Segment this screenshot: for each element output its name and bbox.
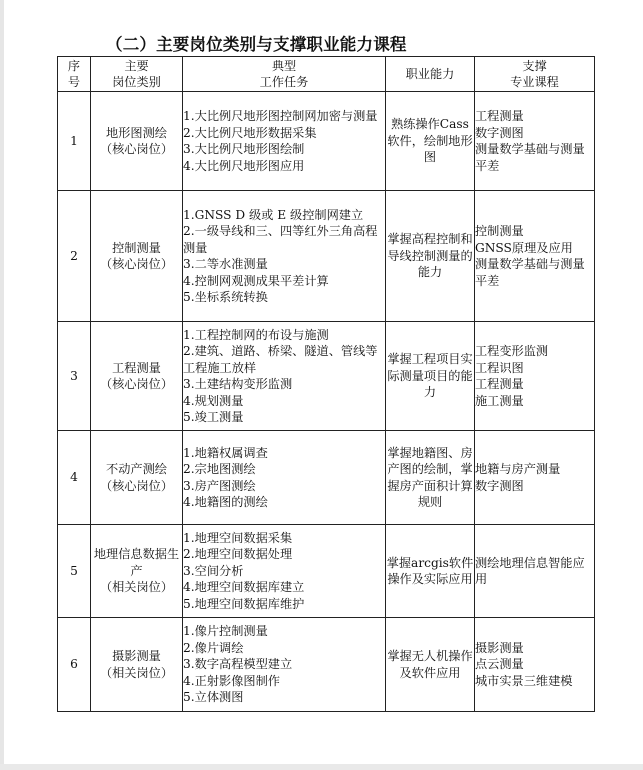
header-job-category: 主要 岗位类别	[91, 57, 183, 92]
header-vocational-ability: 职业能力	[386, 57, 475, 92]
header-supporting-courses: 支撑 专业课程	[475, 57, 595, 92]
row-vocational-ability: 熟练操作Cass软件，绘制地形图	[386, 92, 475, 191]
row-job-category: 地理信息数据生产 （相关岗位）	[91, 525, 183, 618]
row-supporting-courses: 测绘地理信息智能应用	[475, 525, 595, 618]
row-seq: 2	[58, 191, 91, 322]
row-typical-tasks: 1.大比例尺地形图控制网加密与测量 2.大比例尺地形数据采集 3.大比例尺地形图绘制 4.大比例尺地形图应用	[183, 92, 386, 191]
row-vocational-ability: 掌握地籍图、房产图的绘制，掌握房产面积计算规则	[386, 431, 475, 525]
row-seq: 5	[58, 525, 91, 618]
row-typical-tasks: 1.地理空间数据采集 2.地理空间数据处理 3.空间分析 4.地理空间数据库建立 5.地理空间数据库维护	[183, 525, 386, 618]
row-job-category: 工程测量 （核心岗位）	[91, 322, 183, 431]
table-header-row	[58, 57, 595, 92]
page-bottom-edge	[0, 764, 643, 770]
row-seq: 6	[58, 618, 91, 712]
row-vocational-ability: 掌握高程控制和导线控制测量的能力	[386, 191, 475, 322]
row-supporting-courses: 工程测量 数字测图 测量数学基础与测量平差	[475, 92, 595, 191]
row-job-category: 控制测量 （核心岗位）	[91, 191, 183, 322]
row-job-category: 不动产测绘 （核心岗位）	[91, 431, 183, 525]
row-typical-tasks: 1.工程控制网的布设与施测 2.建筑、道路、桥梁、隧道、管线等工程施工放样 3.土建结构变形监测 4.规划测量 5.竣工测量	[183, 322, 386, 431]
page-left-edge	[0, 0, 4, 770]
section-heading: （二）主要岗位类别与支撑职业能力课程	[106, 35, 407, 54]
row-supporting-courses: 工程变形监测 工程识图 工程测量 施工测量	[475, 322, 595, 431]
row-vocational-ability: 掌握无人机操作及软件应用	[386, 618, 475, 712]
table-row	[58, 618, 595, 712]
row-supporting-courses: 控制测量 GNSS原理及应用 测量数学基础与测量平差	[475, 191, 595, 322]
row-job-category: 摄影测量 （相关岗位）	[91, 618, 183, 712]
row-seq: 4	[58, 431, 91, 525]
job-skill-table	[57, 56, 595, 712]
row-typical-tasks: 1.地籍权属调查 2.宗地图测绘 3.房产图测绘 4.地籍图的测绘	[183, 431, 386, 525]
row-seq: 1	[58, 92, 91, 191]
row-job-category: 地形图测绘 （核心岗位）	[91, 92, 183, 191]
row-typical-tasks: 1.像片控制测量 2.像片调绘 3.数字高程模型建立 4.正射影像图制作 5.立体测图	[183, 618, 386, 712]
table-row	[58, 92, 595, 191]
row-vocational-ability: 掌握arcgis软件操作及实际应用	[386, 525, 475, 618]
row-vocational-ability: 掌握工程项目实际测量项目的能力	[386, 322, 475, 431]
header-typical-tasks: 典型 工作任务	[183, 57, 386, 92]
table-row	[58, 431, 595, 525]
table-row	[58, 525, 595, 618]
row-seq: 3	[58, 322, 91, 431]
table-row	[58, 191, 595, 322]
row-supporting-courses: 地籍与房产测量 数字测图	[475, 431, 595, 525]
header-seq: 序 号	[58, 57, 91, 92]
row-typical-tasks: 1.GNSS D 级或 E 级控制网建立 2.一级导线和三、四等红外三角高程测量 3.二等水准测量 4.控制网观测成果平差计算 5.坐标系统转换	[183, 191, 386, 322]
table-row	[58, 322, 595, 431]
row-supporting-courses: 摄影测量 点云测量 城市实景三维建模	[475, 618, 595, 712]
